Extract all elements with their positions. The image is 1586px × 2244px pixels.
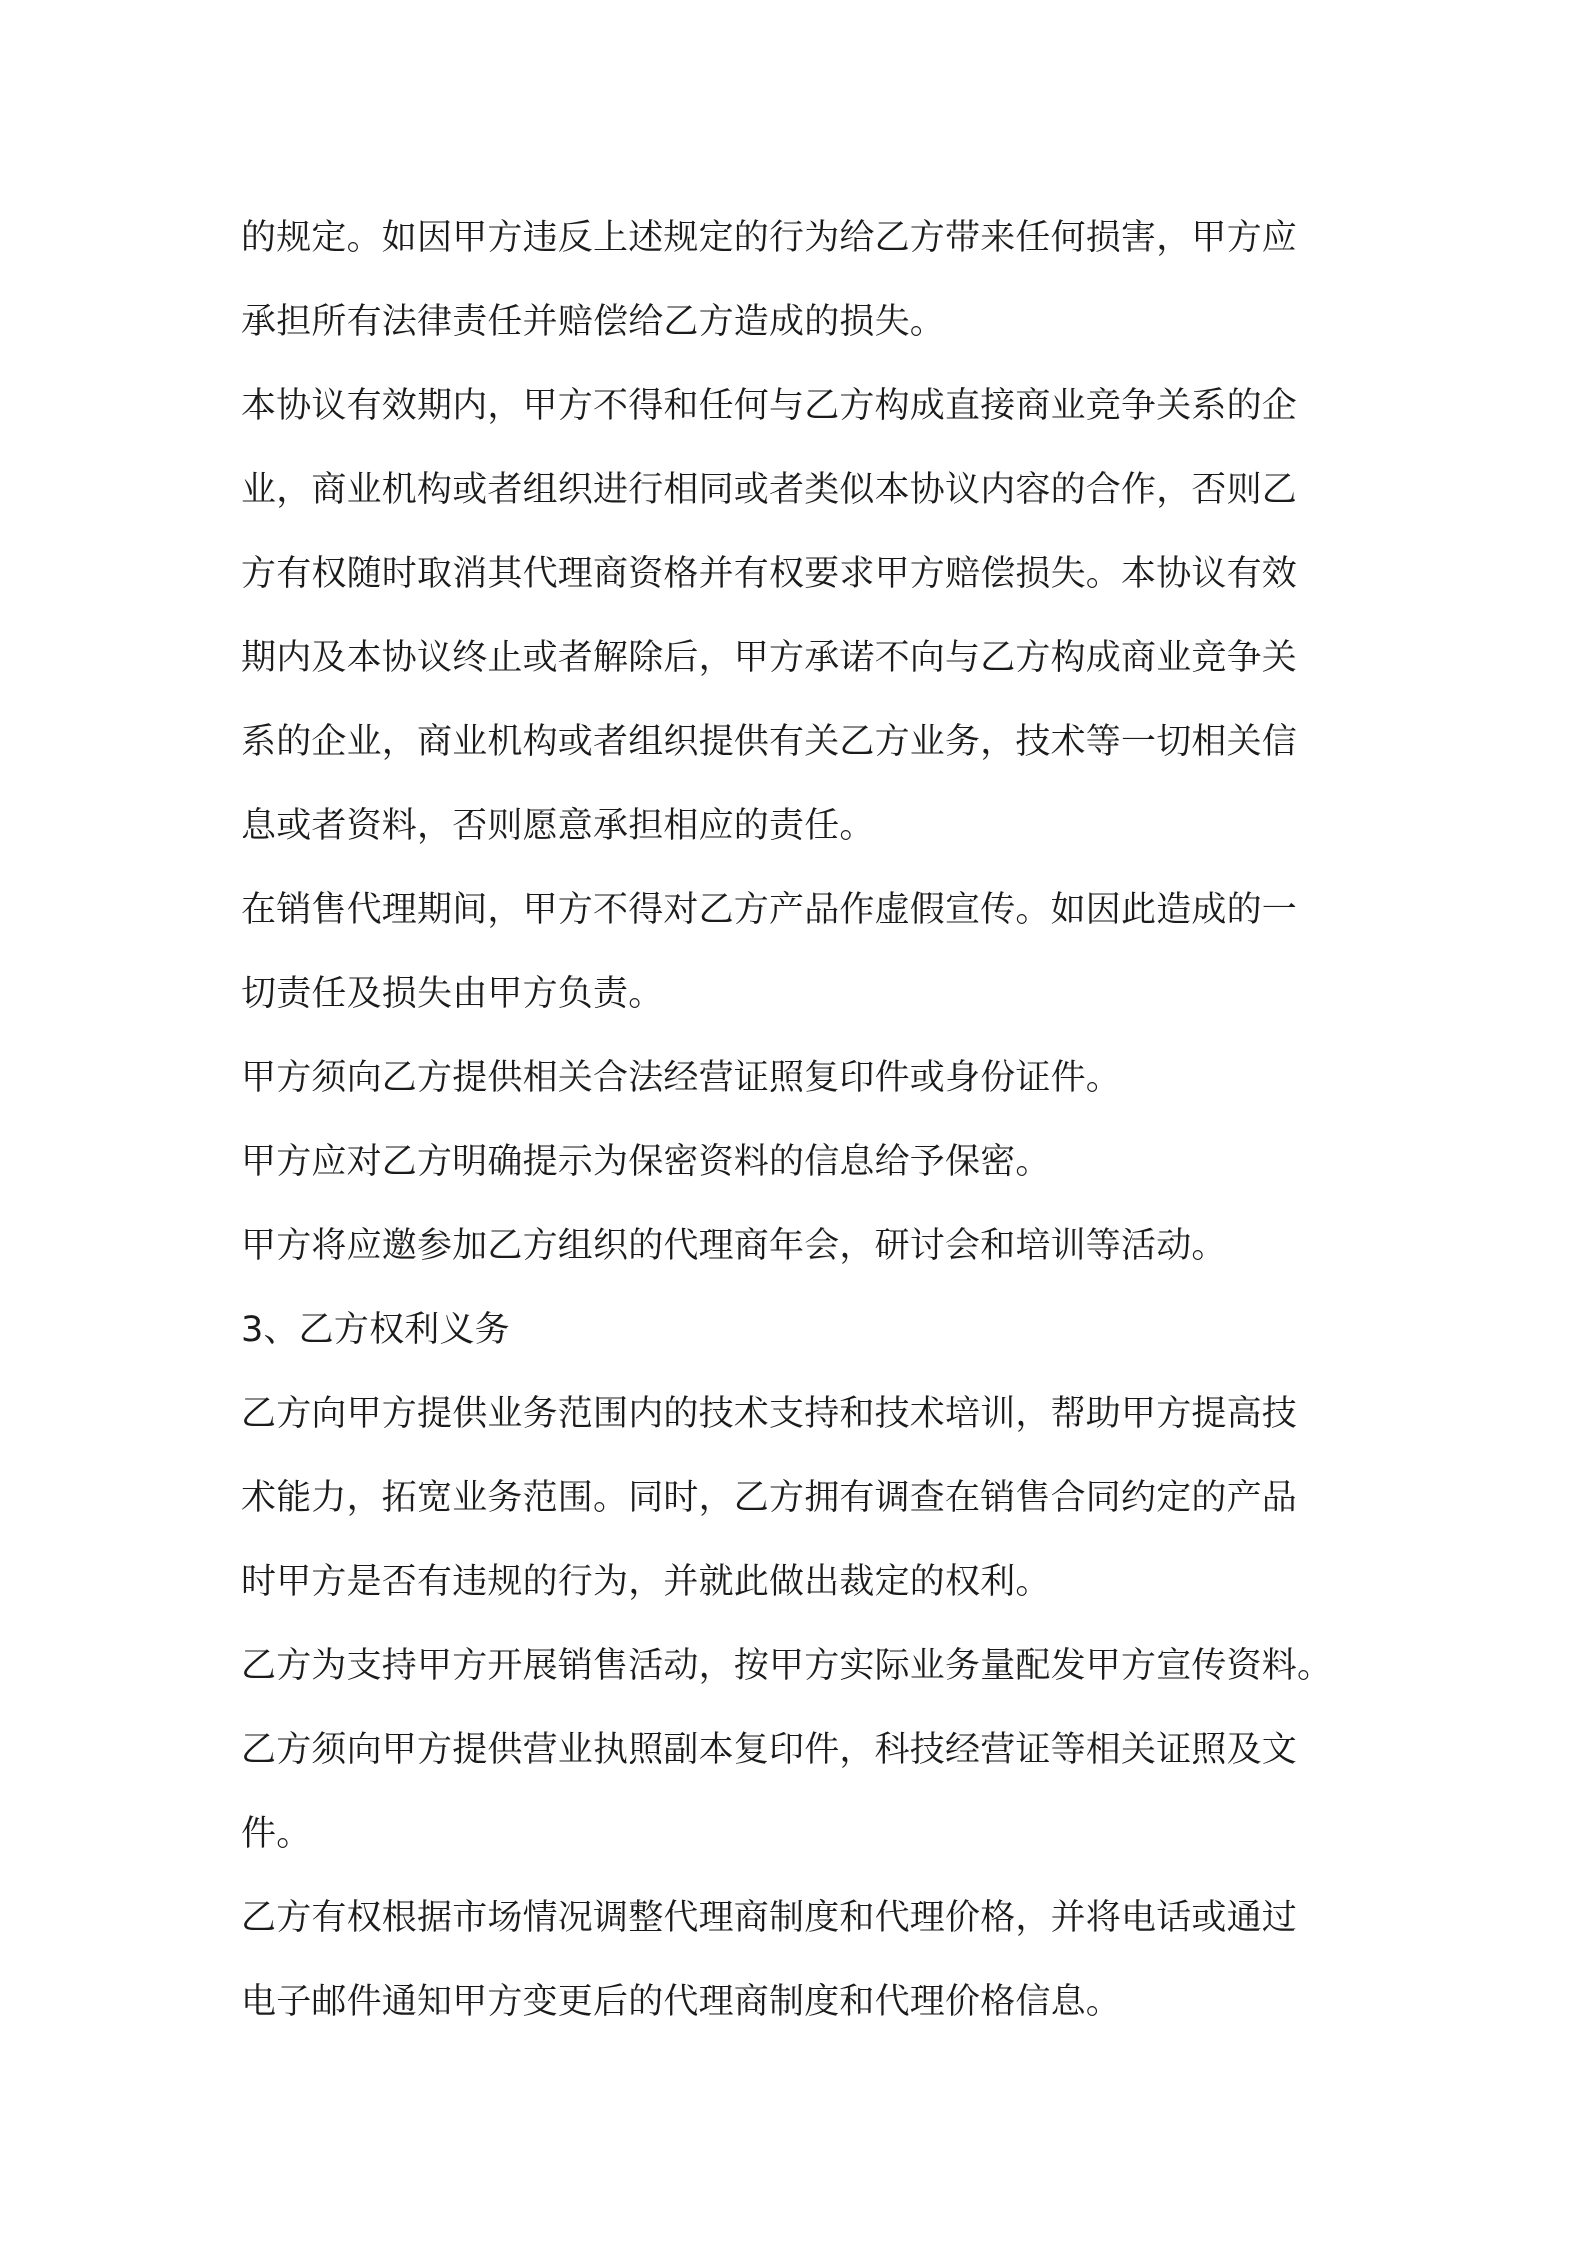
section-heading: 3、乙方权利义务 [241, 1310, 510, 1350]
text-line: 电子邮件通知甲方变更后的代理商制度和代理价格信息。 [241, 1982, 1122, 2022]
text-line: 时甲方是否有违规的行为，并就此做出裁定的权利。 [241, 1562, 1051, 1602]
text-line: 系的企业，商业机构或者组织提供有关乙方业务，技术等一切相关信 [241, 722, 1298, 762]
text-line: 件。 [241, 1814, 312, 1854]
text-line: 息或者资料，否则愿意承担相应的责任。 [241, 806, 875, 846]
text-line: 甲方将应邀参加乙方组织的代理商年会，研讨会和培训等活动。 [241, 1226, 1227, 1266]
text-line: 乙方为支持甲方开展销售活动，按甲方实际业务量配发甲方宣传资料。 [241, 1646, 1333, 1686]
text-line: 的规定。如因甲方违反上述规定的行为给乙方带来任何损害，甲方应 [241, 218, 1298, 258]
text-line: 期内及本协议终止或者解除后，甲方承诺不向与乙方构成商业竞争关 [241, 638, 1298, 678]
text-line: 方有权随时取消其代理商资格并有权要求甲方赔偿损失。本协议有效 [241, 554, 1298, 594]
text-line: 在销售代理期间，甲方不得对乙方产品作虚假宣传。如因此造成的一 [241, 890, 1298, 930]
text-line: 术能力，拓宽业务范围。同时，乙方拥有调查在销售合同约定的产品 [241, 1478, 1298, 1518]
text-line: 承担所有法律责任并赔偿给乙方造成的损失。 [241, 302, 946, 342]
text-line: 切责任及损失由甲方负责。 [241, 974, 664, 1014]
text-line: 乙方有权根据市场情况调整代理商制度和代理价格，并将电话或通过 [241, 1898, 1298, 1938]
document-body [241, 196, 1371, 2044]
text-line: 乙方须向甲方提供营业执照副本复印件，科技经营证等相关证照及文 [241, 1730, 1298, 1770]
text-line: 甲方应对乙方明确提示为保密资料的信息给予保密。 [241, 1142, 1051, 1182]
text-line: 本协议有效期内，甲方不得和任何与乙方构成直接商业竞争关系的企 [241, 386, 1298, 426]
text-line: 乙方向甲方提供业务范围内的技术支持和技术培训，帮助甲方提高技 [241, 1394, 1298, 1434]
text-line: 业，商业机构或者组织进行相同或者类似本协议内容的合作，否则乙 [241, 470, 1298, 510]
text-line: 甲方须向乙方提供相关合法经营证照复印件或身份证件。 [241, 1058, 1122, 1098]
